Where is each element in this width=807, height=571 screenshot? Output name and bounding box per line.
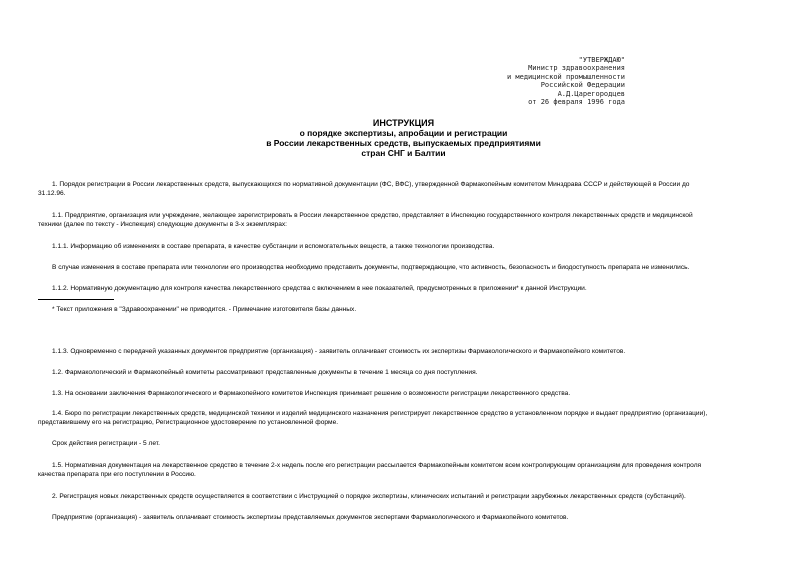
- paragraph-text: 1.1.2. Нормативную документацию для контроля качества лекарственного средства с включением в нее показателей, предусмотренных в приложении* к данной Инструкции.: [52, 285, 587, 292]
- title-line: стран СНГ и Балтии: [361, 148, 446, 158]
- paragraph-text: 2. Регистрация новых лекарственных средств осуществляется в соответствии с Инструкцией о порядке экспертизы, клинических испытаний и регистрации зарубежных лекарственных средств (субстанций).: [52, 493, 686, 500]
- paragraph-term: [38, 439, 798, 448]
- paragraph-text: представившему его на регистрацию, Регистрационное удостоверение по установленной форме.: [38, 419, 339, 426]
- paragraph-1-3: [38, 389, 798, 398]
- paragraph-text: В случае изменения в составе препарата или технологии его производства необходимо представить документы, подтверждающие, что активность, безопасность и биодоступность препарата не изменились.: [52, 264, 690, 271]
- paragraph-1-1: [38, 211, 798, 220]
- paragraph-fee: [38, 513, 798, 522]
- paragraph-text: качества препарата при его поступлении в Россию.: [38, 471, 196, 478]
- paragraph-1-cont: [38, 189, 798, 198]
- paragraph-text: * Текст приложения в "Здравоохранении" не приводится. - Примечание изготовителя базы данных.: [52, 306, 357, 313]
- paragraph-text: 1.2. Фармакологический и Фармакопейный комитеты рассматривают представленные документы в течение 1 месяца со дня поступления.: [52, 369, 478, 376]
- footnote: [38, 305, 798, 314]
- paragraph-1-1-cont: [38, 220, 798, 229]
- paragraph-1-1-1: [38, 242, 798, 251]
- approval-line: А.Д.Царегородцев: [557, 89, 625, 98]
- paragraph-text: 1.4. Бюро по регистрации лекарственных средств, медицинской техники и изделий медицинского назначения регистрирует лекарственное средство в установленном порядке и выдает предприятию (организации),: [52, 410, 708, 417]
- approval-line: от 26 февраля 1996 года: [528, 98, 625, 107]
- title-main: ИНСТРУКЦИЯ: [372, 118, 435, 128]
- paragraph-text: 1.3. На основании заключения Фармакологического и Фармакопейного комитетов Инспекция принимает решение о возможности регистрации лекарственного средства.: [52, 390, 571, 397]
- paragraph-1-4: [38, 409, 798, 418]
- paragraph-1-1-2: [38, 284, 798, 293]
- paragraph-text: 1.1. Предприятие, организация или учреждение, желающее зарегистрировать в России лекарственное средство, представляет в Инспекцию государственного контроля лекарственных средств и медицинской: [52, 212, 693, 219]
- approval-line: "УТВЕРЖДАЮ": [578, 56, 625, 64]
- document-title: [0, 118, 807, 158]
- approval-stamp: [507, 56, 625, 106]
- paragraph-text: 1.1.3. Одновременно с передачей указанных документов предприятие (организация) - заявитель оплачивает стоимость их экспертизы Фармакологического и Фармакопейного комитетов.: [52, 348, 626, 355]
- paragraph-text: техники (далее по тексту - Инспекция) следующие документы в 3-х экземплярах:: [38, 221, 288, 228]
- title-line: в России лекарственных средств, выпускаемых предприятиями: [266, 138, 541, 148]
- approval-line: и медицинской промышленности: [506, 72, 625, 81]
- paragraph-1-1-3: [38, 347, 798, 356]
- paragraph-text: 31.12.96.: [38, 190, 66, 197]
- paragraph-text: 1.5. Нормативная документация на лекарственное средство в течение 2-х недель после его регистрации рассылается Фармакопейным комитетом всем контролирующим организациям для проведения контроля: [52, 462, 702, 469]
- approval-line: Российской Федерации: [540, 81, 625, 90]
- title-line: о порядке экспертизы, апробации и регистрации: [299, 128, 508, 138]
- paragraph-1-5-cont: [38, 470, 798, 479]
- paragraph-1-2: [38, 368, 798, 377]
- footnote-divider: [38, 299, 114, 300]
- paragraph-1-5: [38, 461, 798, 470]
- paragraph-text: 1. Порядок регистрации в России лекарственных средств, выпускающихся по нормативной документации (ФС, ВФС), утвержденной Фармакопейным комитетом Минздрава СССР и действующей в России до: [52, 181, 690, 188]
- paragraph-change: [38, 263, 798, 272]
- paragraph-2: [38, 492, 798, 501]
- approval-line: Министр здравоохранения: [528, 64, 625, 73]
- paragraph-1: [38, 180, 798, 189]
- paragraph-text: 1.1.1. Информацию об изменениях в составе препарата, в качестве субстанции и вспомогательных веществ, а также технологии производства.: [52, 243, 495, 250]
- paragraph-1-4-cont: [38, 418, 798, 427]
- paragraph-text: Срок действия регистрации - 5 лет.: [52, 440, 160, 447]
- paragraph-text: Предприятие (организация) - заявитель оплачивает стоимость экспертизы представляемых документов экспертами Фармакологического и Фармакопейного комитетов.: [52, 514, 569, 521]
